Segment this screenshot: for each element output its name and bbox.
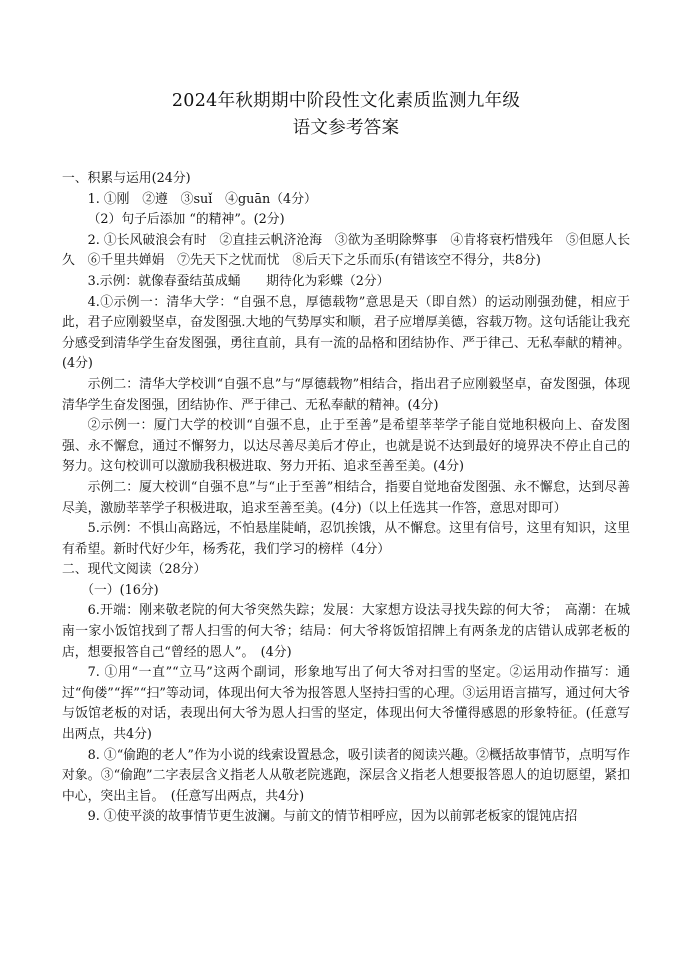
answer-q4-1-example2: 示例二：清华大学校训“自强不息”与“厚德载物”相结合，指出君子应刚毅坚卓，奋发图强，体现清华学生奋发图强，团结协作、严于律己、无私奉献的精神。(4分): [62, 376, 630, 413]
answer-q1: 1. ①刚 ②遵 ③suǐ ④guān（4分）: [87, 191, 317, 207]
answer-q4-2-example1: ②示例一：厦门大学的校训“自强不息，止于至善”是希望莘莘学子能自觉地积极向上、奋发图强、永不懈怠，通过不懈努力，以达尽善尽美后才停止，也就是说不达到最好的境界决不停止自己的努力。这句校训可以激励我积极进取、努力开拓、追求至善至美。(4分): [62, 418, 630, 475]
document-subtitle: 语文参考答案: [292, 118, 400, 138]
answer-q7: 7. ①用“一直”“立马”这两个副词，形象地写出了何大爷对扫雪的坚定。②运用动作描写：通过“佝偻”“挥”“扫”等动词，体现出何大爷为报答恩人坚持扫雪的心理。③运用语言描写，通过何大爷与饭馆老板的对话，表现出何大爷为恩人扫雪的坚定，体现出何大爷懂得感恩的形象特征。(任意写出两点，共4分): [62, 665, 630, 743]
document-title: 2024年秋期期中阶段性文化素质监测九年级: [171, 91, 521, 111]
answer-q3: 3.示例：就像春蚕结茧成蛹 期待化为彩蝶（2分）: [87, 273, 390, 289]
subsection-heading-1: （一）(16分): [81, 582, 159, 598]
answer-q4-1-example1: 4.①示例一：清华大学：“自强不息，厚德载物”意思是天（即自然）的运动刚强劲健，相应于此，君子应刚毅坚卓，奋发图强.大地的气势厚实和顺，君子应增厚美德，容载万物。这句话能让我充分感受到清华学生奋发图强，勇往直前，具有一流的品格和团结协作、严于律己、无私奉献的精神。(4分): [62, 294, 630, 372]
answer-q2: 2. ①长风破浪会有时 ②直挂云帆济沧海 ③欲为圣明除弊事 ④肯将衰朽惜残年 ⑤但愿人长久 ⑥千里共婵娟 ⑦先天下之忧而忧 ⑧后天下之乐而乐(有错该空不得分，共8分): [62, 232, 630, 269]
answer-q8: 8. ①“偷跑的老人”作为小说的线索设置悬念，吸引读者的阅读兴趣。②概括故事情节，点明写作对象。③“偷跑”二字表层含义指老人从敬老院逃跑，深层含义指老人想要报答恩人的迫切愿望，紧扣中心，突出主旨。 (任意写出两点，共4分): [62, 747, 630, 804]
section-heading-1: 一、积累与运用(24分): [62, 171, 191, 186]
answer-q1-part2: （2）句子后添加 “的精神”。(2分): [87, 212, 285, 228]
section-heading-2: 二、现代文阅读（28分）: [62, 562, 207, 578]
answer-q9: 9. ①使平淡的故事情节更生波澜。与前文的情节相呼应，因为以前郭老板家的馄饨店招: [87, 809, 578, 825]
answer-q5: 5.示例：不惧山高路远，不怕悬崖陡峭，忍饥挨饿，从不懈怠。这里有信号，这里有知识，这里有希望。新时代好少年，杨秀花，我们学习的榜样（4分）: [62, 521, 630, 557]
answer-q6: 6.开端：刚来敬老院的何大爷突然失踪；发展：大家想方设法寻找失踪的何大爷； 高潮：在城南一家小饭馆找到了帮人扫雪的何大爷；结局：何大爷将饭馆招牌上有两条龙的店错认成郭老板的店，想要报答自己“曾经的恩人”。 (4分): [62, 603, 630, 660]
answer-content: [62, 169, 630, 828]
answer-q4-2-example2: 示例二：厦大校训“自强不息”与“止于至善”相结合，指要自觉地奋发图强、永不懈怠，达到尽善尽美，激励莘莘学子积极进取，追求至善至美。(4分)（以上任选其一作答，意思对即可）: [62, 479, 630, 516]
